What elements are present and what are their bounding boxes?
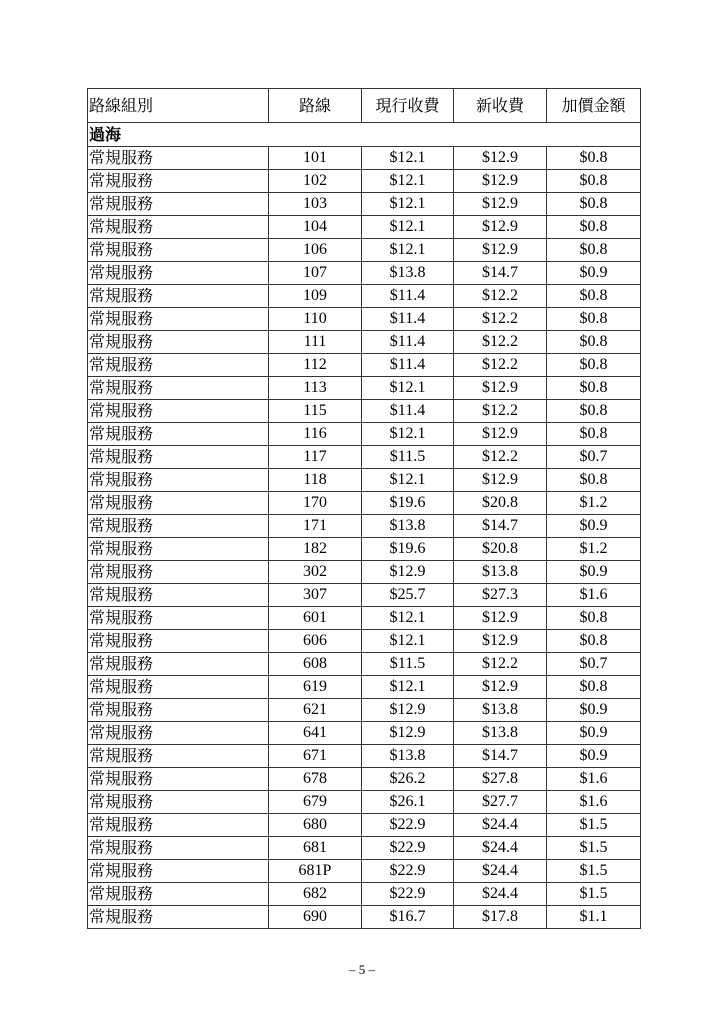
row-current-fare: $25.7 <box>362 584 454 607</box>
row-category: 常規服務 <box>88 791 269 814</box>
row-increase: $0.9 <box>547 722 641 745</box>
row-new-fare: $12.9 <box>454 676 547 699</box>
row-current-fare: $13.8 <box>362 515 454 538</box>
row-current-fare: $11.5 <box>362 653 454 676</box>
row-new-fare: $12.2 <box>454 446 547 469</box>
table-row <box>88 331 641 354</box>
row-current-fare: $12.9 <box>362 561 454 584</box>
row-increase: $0.8 <box>547 170 641 193</box>
header-route: 路線 <box>269 89 362 123</box>
row-increase: $0.8 <box>547 354 641 377</box>
group-label: 過海 <box>88 123 641 147</box>
row-route: 182 <box>269 538 362 561</box>
row-current-fare: $12.1 <box>362 377 454 400</box>
table-row <box>88 400 641 423</box>
row-route: 111 <box>269 331 362 354</box>
row-current-fare: $12.1 <box>362 147 454 170</box>
row-route: 106 <box>269 239 362 262</box>
table-row <box>88 676 641 699</box>
row-increase: $0.8 <box>547 147 641 170</box>
row-category: 常規服務 <box>88 354 269 377</box>
row-current-fare: $12.1 <box>362 216 454 239</box>
row-increase: $1.6 <box>547 791 641 814</box>
table-row <box>88 722 641 745</box>
table-row <box>88 837 641 860</box>
row-route: 601 <box>269 607 362 630</box>
row-increase: $1.6 <box>547 584 641 607</box>
row-route: 690 <box>269 906 362 929</box>
row-current-fare: $11.4 <box>362 285 454 308</box>
row-new-fare: $27.7 <box>454 791 547 814</box>
row-current-fare: $11.4 <box>362 354 454 377</box>
table-row <box>88 791 641 814</box>
row-current-fare: $13.8 <box>362 262 454 285</box>
row-route: 681 <box>269 837 362 860</box>
row-new-fare: $12.9 <box>454 377 547 400</box>
row-new-fare: $27.8 <box>454 768 547 791</box>
table-row <box>88 446 641 469</box>
table-row <box>88 906 641 929</box>
row-route: 110 <box>269 308 362 331</box>
row-current-fare: $11.4 <box>362 400 454 423</box>
row-increase: $1.6 <box>547 768 641 791</box>
row-current-fare: $12.9 <box>362 699 454 722</box>
row-increase: $0.8 <box>547 377 641 400</box>
row-current-fare: $12.1 <box>362 607 454 630</box>
table-row <box>88 768 641 791</box>
row-category: 常規服務 <box>88 745 269 768</box>
row-route: 680 <box>269 814 362 837</box>
row-increase: $0.9 <box>547 699 641 722</box>
row-category: 常規服務 <box>88 170 269 193</box>
table-row <box>88 262 641 285</box>
table-row <box>88 561 641 584</box>
row-category: 常規服務 <box>88 860 269 883</box>
table-row <box>88 814 641 837</box>
row-route: 679 <box>269 791 362 814</box>
group-row <box>88 123 641 147</box>
row-route: 302 <box>269 561 362 584</box>
row-increase: $0.8 <box>547 308 641 331</box>
table-row <box>88 193 641 216</box>
row-increase: $0.8 <box>547 285 641 308</box>
row-current-fare: $12.1 <box>362 423 454 446</box>
table-header-row <box>88 89 641 123</box>
table-row <box>88 216 641 239</box>
row-increase: $0.8 <box>547 239 641 262</box>
row-route: 681P <box>269 860 362 883</box>
table-row <box>88 538 641 561</box>
row-category: 常規服務 <box>88 676 269 699</box>
header-increase: 加價金額 <box>547 89 641 123</box>
row-category: 常規服務 <box>88 216 269 239</box>
row-new-fare: $14.7 <box>454 745 547 768</box>
row-category: 常規服務 <box>88 515 269 538</box>
row-new-fare: $24.4 <box>454 837 547 860</box>
table-row <box>88 630 641 653</box>
row-category: 常規服務 <box>88 653 269 676</box>
row-category: 常規服務 <box>88 400 269 423</box>
row-new-fare: $17.8 <box>454 906 547 929</box>
row-new-fare: $13.8 <box>454 561 547 584</box>
table-row <box>88 515 641 538</box>
row-current-fare: $11.5 <box>362 446 454 469</box>
row-increase: $0.8 <box>547 216 641 239</box>
row-new-fare: $12.9 <box>454 607 547 630</box>
table-row <box>88 239 641 262</box>
row-new-fare: $24.4 <box>454 860 547 883</box>
row-category: 常規服務 <box>88 193 269 216</box>
row-increase: $0.9 <box>547 515 641 538</box>
row-increase: $0.8 <box>547 630 641 653</box>
row-new-fare: $14.7 <box>454 262 547 285</box>
row-route: 608 <box>269 653 362 676</box>
row-category: 常規服務 <box>88 446 269 469</box>
row-category: 常規服務 <box>88 469 269 492</box>
row-current-fare: $22.9 <box>362 837 454 860</box>
row-increase: $1.1 <box>547 906 641 929</box>
row-new-fare: $12.2 <box>454 308 547 331</box>
row-route: 621 <box>269 699 362 722</box>
row-route: 104 <box>269 216 362 239</box>
row-category: 常規服務 <box>88 837 269 860</box>
row-category: 常規服務 <box>88 722 269 745</box>
row-increase: $1.5 <box>547 837 641 860</box>
row-current-fare: $12.1 <box>362 630 454 653</box>
row-current-fare: $12.1 <box>362 170 454 193</box>
row-increase: $0.7 <box>547 653 641 676</box>
row-route: 113 <box>269 377 362 400</box>
table-row <box>88 607 641 630</box>
row-category: 常規服務 <box>88 377 269 400</box>
row-current-fare: $26.2 <box>362 768 454 791</box>
row-increase: $1.5 <box>547 860 641 883</box>
row-current-fare: $12.1 <box>362 239 454 262</box>
row-category: 常規服務 <box>88 584 269 607</box>
row-increase: $0.8 <box>547 400 641 423</box>
row-route: 307 <box>269 584 362 607</box>
table-row <box>88 883 641 906</box>
row-increase: $0.9 <box>547 745 641 768</box>
row-increase: $0.8 <box>547 676 641 699</box>
row-new-fare: $24.4 <box>454 883 547 906</box>
row-route: 115 <box>269 400 362 423</box>
row-new-fare: $24.4 <box>454 814 547 837</box>
row-category: 常規服務 <box>88 331 269 354</box>
header-route-group: 路線組別 <box>88 89 269 123</box>
row-route: 102 <box>269 170 362 193</box>
row-increase: $1.5 <box>547 883 641 906</box>
row-new-fare: $12.9 <box>454 239 547 262</box>
header-new-fare: 新收費 <box>454 89 547 123</box>
row-route: 682 <box>269 883 362 906</box>
row-route: 118 <box>269 469 362 492</box>
row-current-fare: $19.6 <box>362 538 454 561</box>
row-current-fare: $22.9 <box>362 860 454 883</box>
row-route: 109 <box>269 285 362 308</box>
row-current-fare: $13.8 <box>362 745 454 768</box>
table-row <box>88 354 641 377</box>
row-increase: $0.8 <box>547 331 641 354</box>
row-current-fare: $11.4 <box>362 308 454 331</box>
row-route: 619 <box>269 676 362 699</box>
table-row <box>88 584 641 607</box>
row-route: 101 <box>269 147 362 170</box>
row-category: 常規服務 <box>88 768 269 791</box>
row-increase: $0.9 <box>547 561 641 584</box>
table-row <box>88 170 641 193</box>
row-category: 常規服務 <box>88 538 269 561</box>
row-current-fare: $12.1 <box>362 469 454 492</box>
row-category: 常規服務 <box>88 906 269 929</box>
row-route: 107 <box>269 262 362 285</box>
row-increase: $0.8 <box>547 423 641 446</box>
row-new-fare: $12.9 <box>454 147 547 170</box>
row-route: 170 <box>269 492 362 515</box>
row-route: 112 <box>269 354 362 377</box>
table-row <box>88 285 641 308</box>
row-current-fare: $12.1 <box>362 676 454 699</box>
row-new-fare: $12.9 <box>454 630 547 653</box>
row-new-fare: $12.9 <box>454 423 547 446</box>
row-new-fare: $12.9 <box>454 170 547 193</box>
row-new-fare: $12.2 <box>454 331 547 354</box>
row-new-fare: $12.2 <box>454 354 547 377</box>
row-route: 678 <box>269 768 362 791</box>
row-category: 常規服務 <box>88 699 269 722</box>
row-current-fare: $26.1 <box>362 791 454 814</box>
table-row <box>88 860 641 883</box>
table-row <box>88 745 641 768</box>
row-new-fare: $14.7 <box>454 515 547 538</box>
row-new-fare: $13.8 <box>454 699 547 722</box>
row-new-fare: $12.2 <box>454 400 547 423</box>
row-category: 常規服務 <box>88 423 269 446</box>
header-current-fare: 現行收費 <box>362 89 454 123</box>
row-increase: $0.8 <box>547 193 641 216</box>
row-current-fare: $16.7 <box>362 906 454 929</box>
table-row <box>88 469 641 492</box>
row-category: 常規服務 <box>88 492 269 515</box>
page-number: – 5 – <box>349 962 375 977</box>
row-increase: $1.2 <box>547 492 641 515</box>
row-route: 103 <box>269 193 362 216</box>
row-increase: $1.2 <box>547 538 641 561</box>
table-row <box>88 147 641 170</box>
row-increase: $0.9 <box>547 262 641 285</box>
row-category: 常規服務 <box>88 883 269 906</box>
row-route: 117 <box>269 446 362 469</box>
row-new-fare: $20.8 <box>454 492 547 515</box>
row-new-fare: $27.3 <box>454 584 547 607</box>
table-row <box>88 423 641 446</box>
row-category: 常規服務 <box>88 607 269 630</box>
row-route: 116 <box>269 423 362 446</box>
row-increase: $0.8 <box>547 469 641 492</box>
row-current-fare: $11.4 <box>362 331 454 354</box>
table-row <box>88 492 641 515</box>
row-current-fare: $12.9 <box>362 722 454 745</box>
table-row <box>88 653 641 676</box>
row-current-fare: $19.6 <box>362 492 454 515</box>
row-new-fare: $20.8 <box>454 538 547 561</box>
row-category: 常規服務 <box>88 147 269 170</box>
row-category: 常規服務 <box>88 630 269 653</box>
row-increase: $0.7 <box>547 446 641 469</box>
fare-table <box>87 88 641 929</box>
row-route: 171 <box>269 515 362 538</box>
row-new-fare: $12.9 <box>454 469 547 492</box>
row-category: 常規服務 <box>88 239 269 262</box>
row-category: 常規服務 <box>88 262 269 285</box>
row-increase: $0.8 <box>547 607 641 630</box>
row-current-fare: $22.9 <box>362 814 454 837</box>
row-category: 常規服務 <box>88 814 269 837</box>
row-route: 606 <box>269 630 362 653</box>
table-row <box>88 377 641 400</box>
row-new-fare: $13.8 <box>454 722 547 745</box>
row-new-fare: $12.9 <box>454 193 547 216</box>
row-category: 常規服務 <box>88 561 269 584</box>
row-new-fare: $12.2 <box>454 653 547 676</box>
row-new-fare: $12.9 <box>454 216 547 239</box>
row-current-fare: $22.9 <box>362 883 454 906</box>
row-route: 671 <box>269 745 362 768</box>
row-route: 641 <box>269 722 362 745</box>
row-category: 常規服務 <box>88 285 269 308</box>
row-category: 常規服務 <box>88 308 269 331</box>
row-increase: $1.5 <box>547 814 641 837</box>
table-row <box>88 699 641 722</box>
table-row <box>88 308 641 331</box>
row-new-fare: $12.2 <box>454 285 547 308</box>
row-current-fare: $12.1 <box>362 193 454 216</box>
